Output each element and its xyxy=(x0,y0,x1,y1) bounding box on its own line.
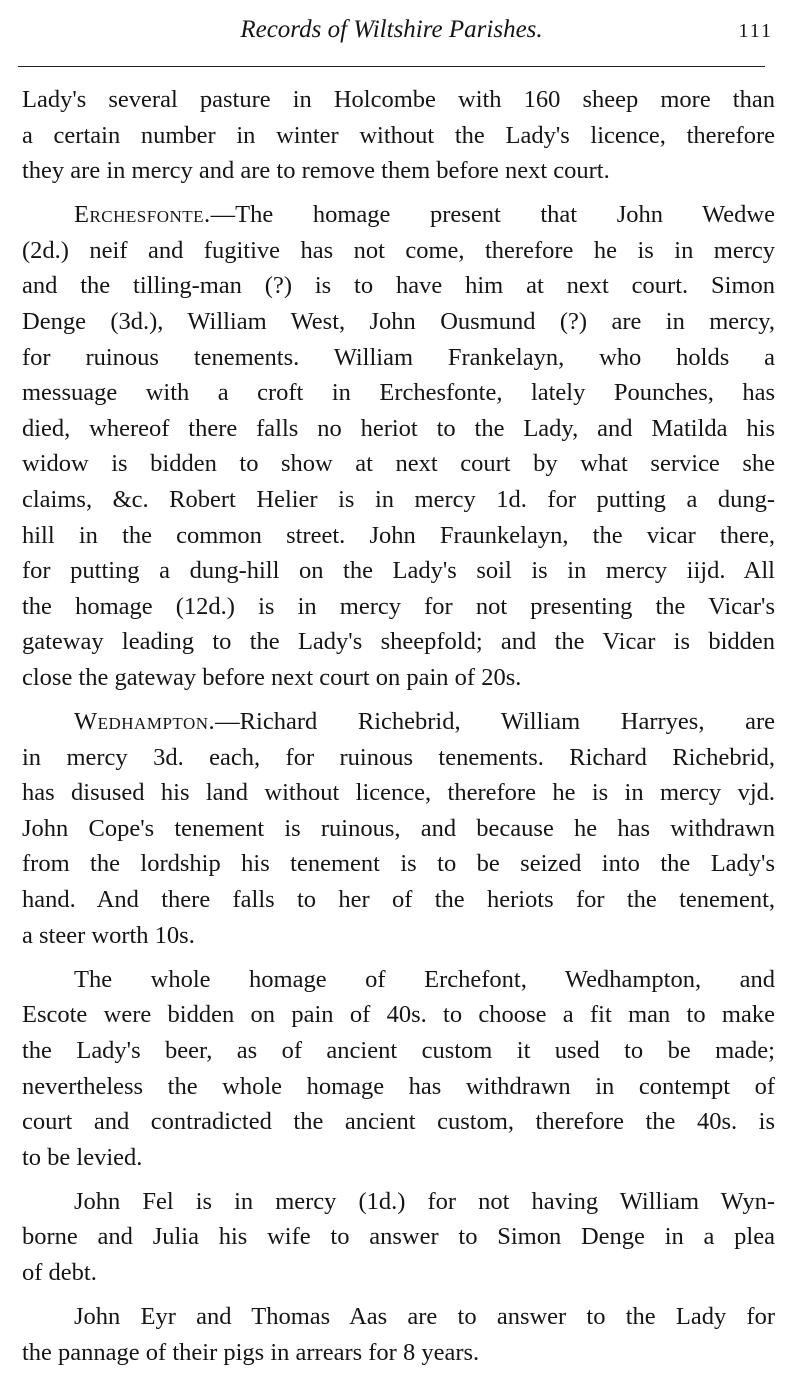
line-text: court and contradicted the ancient custom, therefore the 40s. is xyxy=(22,1108,775,1136)
section-heading: Erchesfonte. xyxy=(74,201,211,229)
text-line xyxy=(22,704,775,740)
text-line xyxy=(22,118,775,154)
text-line xyxy=(22,740,775,776)
section-heading: Wedhampton. xyxy=(74,708,216,736)
line-text: John Eyr and Thomas Aas are to answer to the Lady for xyxy=(74,1303,775,1331)
line-text: a steer worth 10s. xyxy=(22,921,195,949)
line-text: to be levied. xyxy=(22,1143,143,1171)
text-line xyxy=(22,553,775,589)
line-text: (2d.) neif and fugitive has not come, therefore he is in mercy xyxy=(22,236,775,264)
text-line xyxy=(22,82,775,118)
paragraph xyxy=(22,962,775,1176)
line-text: Lady's several pasture in Holcombe with 160 sheep more than xyxy=(22,86,775,113)
page-title: Records of Wiltshire Parishes. xyxy=(240,16,543,43)
paragraph xyxy=(22,1184,775,1291)
text-line xyxy=(22,1184,775,1220)
text-line xyxy=(22,1033,775,1069)
line-text: has disused his land without licence, therefore he is in mercy vjd. xyxy=(22,779,775,807)
text-line xyxy=(22,1219,775,1255)
text-line xyxy=(22,1335,775,1371)
text-line xyxy=(22,375,775,411)
line-text: and the tilling-man (?) is to have him at next court. Simon xyxy=(22,272,775,300)
line-text: John Fel is in mercy (1d.) for not having William Wyn- xyxy=(74,1187,775,1215)
line-text: of debt. xyxy=(22,1259,97,1286)
paragraph xyxy=(22,704,775,953)
text-line xyxy=(22,1255,775,1291)
text-line xyxy=(22,624,775,660)
line-text: the pannage of their pigs in arrears for 8 years. xyxy=(22,1338,480,1366)
text-line xyxy=(22,340,775,376)
line-text: borne and Julia his wife to answer to Simon Denge in a plea xyxy=(22,1223,775,1251)
text-line xyxy=(22,1299,775,1335)
line-text: widow is bidden to show at next court by what service she xyxy=(22,450,775,478)
line-text: The whole homage of Erchefont, Wedhampton, and xyxy=(74,965,775,993)
text-line xyxy=(22,1104,775,1140)
line-text: hand. And there falls to her of the heriots for the tenement, xyxy=(22,886,775,914)
text-line xyxy=(22,268,775,304)
page-number: 111 xyxy=(738,20,773,42)
text-line xyxy=(22,997,775,1033)
text-line xyxy=(22,482,775,518)
line-text: Denge (3d.), William West, John Ousmund (?) are in mercy, xyxy=(22,308,775,336)
line-text: they are in mercy and are to remove them before next court. xyxy=(22,157,610,185)
line-text: nevertheless the whole homage has withdrawn in contempt of xyxy=(22,1072,775,1100)
line-text: gateway leading to the Lady's sheepfold; and the Vicar is bidden xyxy=(22,628,775,656)
text-line xyxy=(22,660,775,696)
line-text: the Lady's beer, as of ancient custom it used to be made; xyxy=(22,1036,775,1064)
line-text: died, whereof there falls no heriot to the Lady, and Matilda his xyxy=(22,414,775,442)
paragraph xyxy=(22,197,775,695)
text-line xyxy=(22,304,775,340)
line-text: —The homage present that John Wedwe xyxy=(210,201,775,229)
paragraph xyxy=(22,82,775,189)
text-line xyxy=(22,811,775,847)
line-text: a certain number in winter without the Lady's licence, therefore xyxy=(22,121,775,149)
line-text: hill in the common street. John Fraunkelayn, the vicar there, xyxy=(22,521,775,549)
text-line xyxy=(22,411,775,447)
line-text: —Richard Richebrid, William Harryes, are xyxy=(215,708,775,736)
text-line xyxy=(22,962,775,998)
line-text: the homage (12d.) is in mercy for not presenting the Vicar's xyxy=(22,592,775,620)
text-line xyxy=(22,197,775,233)
line-text: Escote were bidden on pain of 40s. to choose a fit man to make xyxy=(22,1001,775,1029)
text-line xyxy=(22,446,775,482)
line-text: claims, &c. Robert Helier is in mercy 1d. for putting a dung- xyxy=(22,486,775,514)
text-line xyxy=(22,918,775,954)
line-text: from the lordship his tenement is to be seized into the Lady's xyxy=(22,850,775,878)
text-line xyxy=(22,846,775,882)
text-line xyxy=(22,1140,775,1176)
text-line xyxy=(22,1069,775,1105)
text-line xyxy=(22,233,775,269)
page-body xyxy=(22,82,775,1370)
text-line xyxy=(22,153,775,189)
line-text: for ruinous tenements. William Frankelayn, who holds a xyxy=(22,343,775,371)
text-line xyxy=(22,775,775,811)
line-text: John Cope's tenement is ruinous, and because he has withdrawn xyxy=(22,814,775,842)
text-line xyxy=(22,518,775,554)
text-line xyxy=(22,589,775,625)
running-header xyxy=(18,10,773,67)
paragraph xyxy=(22,1299,775,1370)
line-text: in mercy 3d. each, for ruinous tenements. Richard Richebrid, xyxy=(22,743,775,771)
line-text: for putting a dung-hill on the Lady's soil is in mercy iijd. All xyxy=(22,557,775,585)
line-text: close the gateway before next court on pain of 20s. xyxy=(22,664,522,691)
text-line xyxy=(22,882,775,918)
line-text: messuage with a croft in Erchesfonte, lately Pounches, has xyxy=(22,379,775,407)
